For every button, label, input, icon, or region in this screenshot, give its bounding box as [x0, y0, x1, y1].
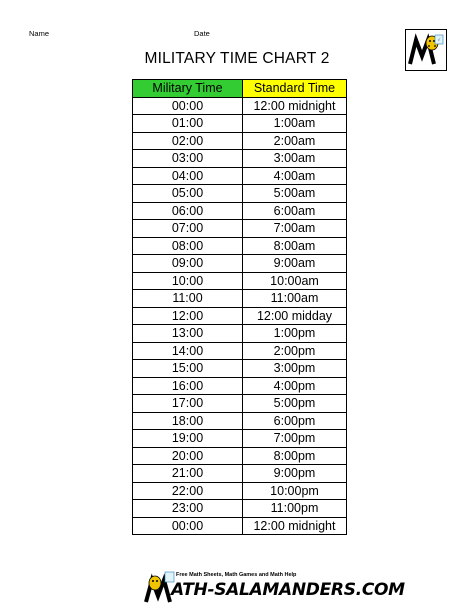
standard-time-cell: 12:00 midnight	[243, 97, 347, 115]
standard-time-cell: 5:00am	[243, 185, 347, 203]
header-military-time: Military Time	[133, 80, 243, 98]
standard-time-cell: 6:00pm	[243, 412, 347, 430]
military-time-cell: 18:00	[133, 412, 243, 430]
footer-banner	[143, 570, 405, 604]
military-time-cell: 08:00	[133, 237, 243, 255]
table-row	[133, 360, 347, 378]
military-time-cell: 00:00	[133, 97, 243, 115]
military-time-cell: 11:00	[133, 290, 243, 308]
military-time-cell: 21:00	[133, 465, 243, 483]
standard-time-cell: 8:00am	[243, 237, 347, 255]
date-label: Date	[194, 29, 210, 38]
standard-time-cell: 11:00pm	[243, 500, 347, 518]
table-row	[133, 202, 347, 220]
header-standard-time: Standard Time	[243, 80, 347, 98]
military-time-cell: 12:00	[133, 307, 243, 325]
standard-time-cell: 8:00pm	[243, 447, 347, 465]
table-row	[133, 430, 347, 448]
military-time-table	[132, 79, 347, 535]
military-time-cell: 19:00	[133, 430, 243, 448]
page-title: MILITARY TIME CHART 2	[144, 50, 330, 67]
military-time-cell: 22:00	[133, 482, 243, 500]
military-time-cell: 06:00	[133, 202, 243, 220]
table-row	[133, 307, 347, 325]
military-time-cell: 00:00	[133, 517, 243, 535]
military-time-cell: 09:00	[133, 255, 243, 273]
military-time-cell: 04:00	[133, 167, 243, 185]
standard-time-cell: 12:00 midnight	[243, 517, 347, 535]
standard-time-cell: 6:00am	[243, 202, 347, 220]
table-row	[133, 377, 347, 395]
table-row	[133, 115, 347, 133]
standard-time-cell: 7:00pm	[243, 430, 347, 448]
table-row	[133, 255, 347, 273]
standard-time-cell: 2:00pm	[243, 342, 347, 360]
footer-tagline: Free Math Sheets, Math Games and Math Help	[176, 572, 297, 578]
standard-time-cell: 1:00pm	[243, 325, 347, 343]
standard-time-cell: 1:00am	[243, 115, 347, 133]
table-row	[133, 220, 347, 238]
military-time-cell: 10:00	[133, 272, 243, 290]
table-header-row	[133, 80, 347, 98]
standard-time-cell: 5:00pm	[243, 395, 347, 413]
military-time-cell: 01:00	[133, 115, 243, 133]
standard-time-cell: 12:00 midday	[243, 307, 347, 325]
standard-time-cell: 3:00pm	[243, 360, 347, 378]
table-row	[133, 272, 347, 290]
military-time-cell: 13:00	[133, 325, 243, 343]
military-time-cell: 05:00	[133, 185, 243, 203]
table-row	[133, 517, 347, 535]
table-row	[133, 167, 347, 185]
military-time-cell: 20:00	[133, 447, 243, 465]
table-row	[133, 342, 347, 360]
military-time-cell: 07:00	[133, 220, 243, 238]
table-row	[133, 290, 347, 308]
table-row	[133, 500, 347, 518]
military-time-cell: 16:00	[133, 377, 243, 395]
military-time-cell: 03:00	[133, 150, 243, 168]
table-row	[133, 237, 347, 255]
table-row	[133, 185, 347, 203]
standard-time-cell: 9:00am	[243, 255, 347, 273]
military-time-cell: 17:00	[133, 395, 243, 413]
standard-time-cell: 10:00am	[243, 272, 347, 290]
name-label: Name	[29, 29, 50, 38]
standard-time-cell: 4:00pm	[243, 377, 347, 395]
table-row	[133, 132, 347, 150]
table-row	[133, 465, 347, 483]
standard-time-cell: 10:00pm	[243, 482, 347, 500]
table-row	[133, 395, 347, 413]
standard-time-cell: 4:00am	[243, 167, 347, 185]
footer-brand: ATH-SALAMANDERS.COM	[171, 580, 405, 600]
standard-time-cell: 3:00am	[243, 150, 347, 168]
table-row	[133, 412, 347, 430]
military-time-cell: 23:00	[133, 500, 243, 518]
table-row	[133, 447, 347, 465]
standard-time-cell: 7:00am	[243, 220, 347, 238]
military-time-cell: 14:00	[133, 342, 243, 360]
standard-time-cell: 9:00pm	[243, 465, 347, 483]
military-time-cell: 15:00	[133, 360, 243, 378]
standard-time-cell: 11:00am	[243, 290, 347, 308]
svg-text:√: √	[437, 37, 441, 42]
table-row	[133, 482, 347, 500]
table-row	[133, 150, 347, 168]
table-row	[133, 97, 347, 115]
military-time-cell: 02:00	[133, 132, 243, 150]
table-row	[133, 325, 347, 343]
standard-time-cell: 2:00am	[243, 132, 347, 150]
